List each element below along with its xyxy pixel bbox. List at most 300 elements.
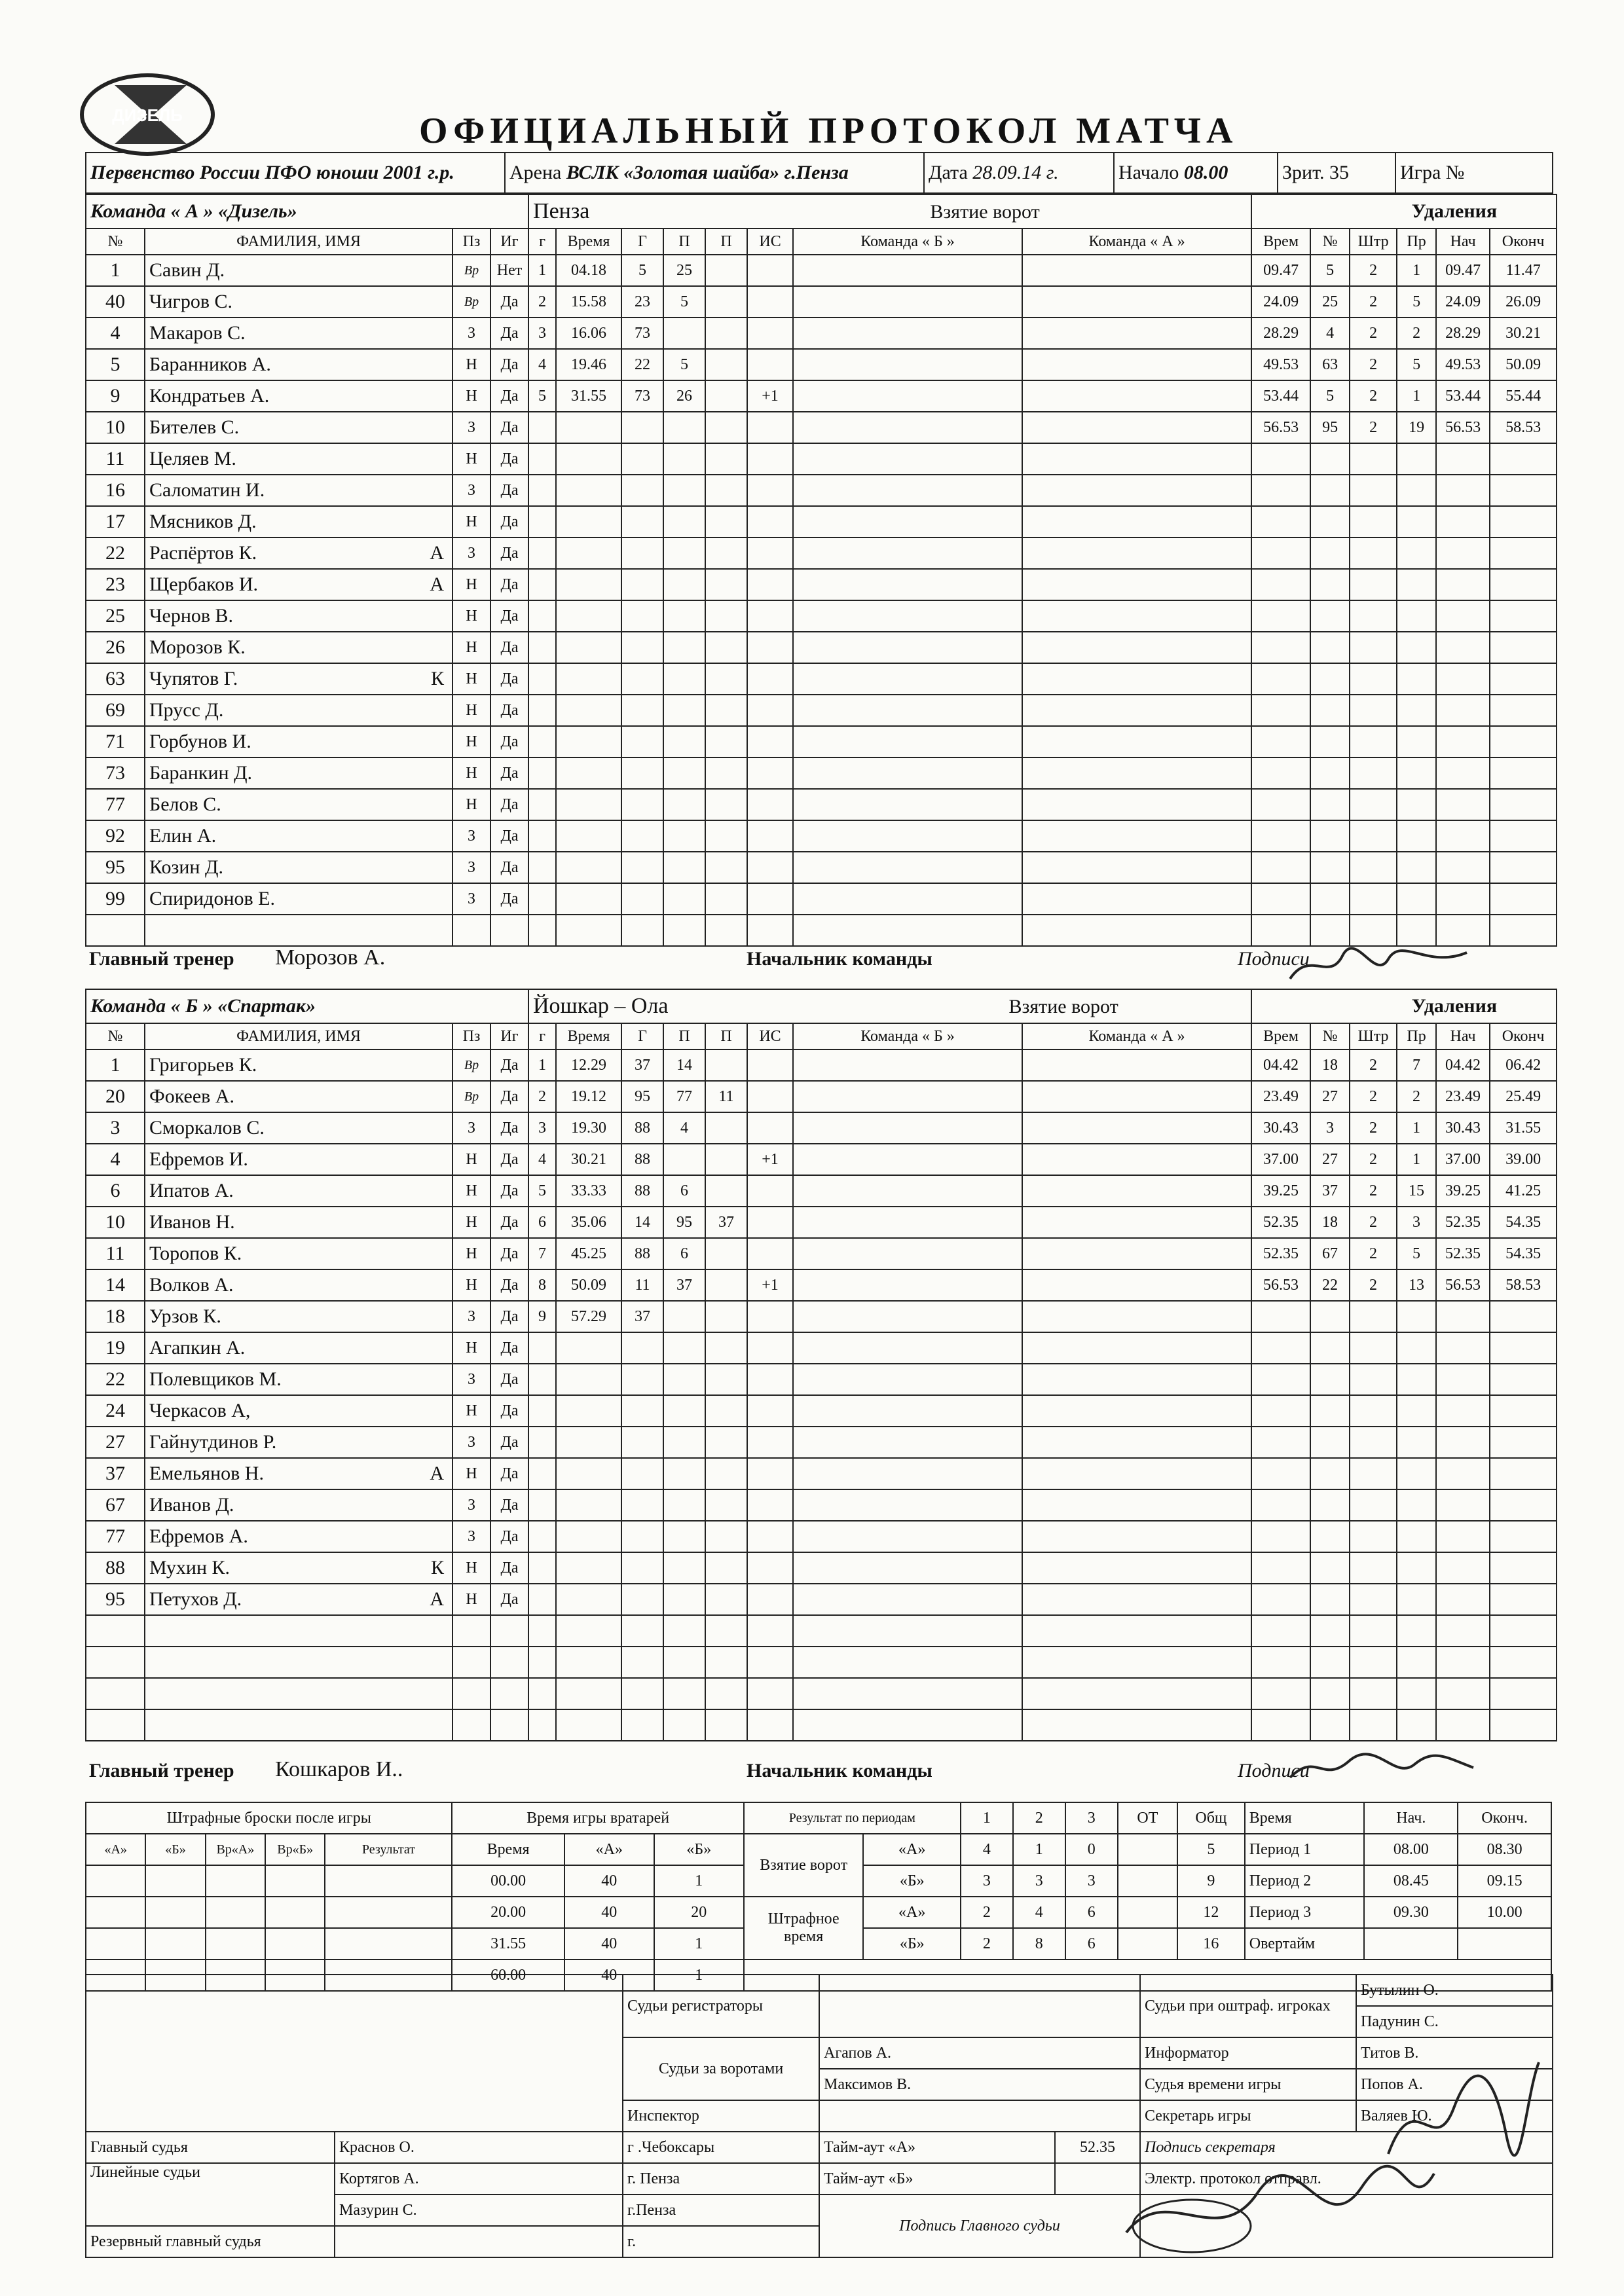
- team-a-player-name: [145, 255, 452, 286]
- team-a-goal-num: [528, 538, 556, 569]
- periods-title: Результат по периодам: [744, 1802, 961, 1834]
- team-b-pen-start: [1436, 1584, 1490, 1615]
- team-a-goal-situation: [747, 475, 793, 506]
- team-a-goal-time: [556, 600, 621, 632]
- team-a-goal-assist2: [705, 883, 747, 915]
- team-b-pen-number: [1310, 1521, 1350, 1552]
- team-b-goal-team-a: [1022, 1709, 1251, 1741]
- head-coach-label-b: Главный тренер: [89, 1760, 234, 1781]
- team-a-player-position: Н: [452, 380, 490, 412]
- team-b-goal-assist2: [705, 1395, 747, 1427]
- team-a-player-position: Н: [452, 757, 490, 789]
- team-a-pen-minutes: 2: [1350, 349, 1397, 380]
- timeout-a-value: 52.35: [1055, 2132, 1140, 2163]
- team-b-player-row: [86, 1458, 1557, 1489]
- team-b-goal-team-a: [1022, 1678, 1251, 1709]
- period-name: Овертайм: [1245, 1928, 1365, 1959]
- goalie-time-cell: 40: [564, 1865, 654, 1897]
- team-a-pen-time: [1251, 726, 1310, 757]
- team-a-pen-start: 24.09: [1436, 286, 1490, 318]
- team-a-goal-time: [556, 475, 621, 506]
- timeout-a-label: Тайм-аут «А»: [819, 2132, 1055, 2163]
- team-a-goal-scorer: [621, 757, 663, 789]
- team-b-pen-number: [1310, 1678, 1350, 1709]
- team-b-pen-start: [1436, 1332, 1490, 1364]
- team-b-goal-situation: [747, 1112, 793, 1144]
- team-b-player-position: [452, 1678, 490, 1709]
- team-b-player-row: [86, 1207, 1557, 1238]
- team-a-player-number: 25: [86, 600, 145, 632]
- team-a-goal-assist2: [705, 318, 747, 349]
- team-b-goal-team-b: [793, 1332, 1022, 1364]
- spectators: Зрит. 35: [1278, 153, 1395, 193]
- team-a-pen-time: [1251, 538, 1310, 569]
- team-a-col-header: Оконч: [1490, 228, 1557, 255]
- team-b-player-played: Да: [490, 1458, 528, 1489]
- head-coach-label: Главный тренер: [89, 948, 234, 970]
- team-a-goal-assist1: 5: [663, 286, 705, 318]
- team-b-col-header: г: [528, 1023, 556, 1049]
- team-b-goal-scorer: 88: [621, 1175, 663, 1207]
- team-b-player-position: [452, 1615, 490, 1647]
- team-a-goal-scorer: [621, 506, 663, 538]
- team-b-player-name: [145, 1144, 452, 1175]
- team-a-player-number: 99: [86, 883, 145, 915]
- team-a-player-name: [145, 915, 452, 946]
- team-a-player-number: [86, 915, 145, 946]
- shootout-cell: [145, 1865, 205, 1897]
- team-a-pen-start: [1436, 506, 1490, 538]
- team-b-goal-scorer: [621, 1584, 663, 1615]
- team-b-goal-assist1: [663, 1395, 705, 1427]
- team-b-player-row: [86, 1144, 1557, 1175]
- team-a-pen-number: [1310, 726, 1350, 757]
- team-a-goal-situation: [747, 538, 793, 569]
- team-b-player-position: Н: [452, 1207, 490, 1238]
- team-a-pen-start: [1436, 663, 1490, 695]
- team-a-player-name: [145, 506, 452, 538]
- team-a-goal-assist2: [705, 349, 747, 380]
- team-b-pen-number: [1310, 1584, 1350, 1615]
- team-b-goal-situation: [747, 1678, 793, 1709]
- team-a-goal-assist2: [705, 475, 747, 506]
- period-time: 08.00: [1364, 1834, 1458, 1865]
- blank: [86, 1975, 623, 2132]
- player-name-text: Белов С.: [149, 793, 221, 815]
- team-a-pen-time: [1251, 883, 1310, 915]
- team-a-goal-num: [528, 915, 556, 946]
- goalie-time-cell: 20.00: [452, 1897, 564, 1928]
- team-a-pen-number: [1310, 820, 1350, 852]
- team-a-player-position: Н: [452, 349, 490, 380]
- team-a-player-name: [145, 820, 452, 852]
- team-a-goal-team-b: [793, 820, 1022, 852]
- team-a-goal-situation: [747, 883, 793, 915]
- team-b-goal-team-b: [793, 1301, 1022, 1332]
- player-role: К: [430, 1557, 444, 1578]
- secretary-sign-label: Подпись секретаря: [1140, 2132, 1553, 2163]
- team-a-goal-scorer: [621, 820, 663, 852]
- team-a-pen-reason: [1397, 726, 1436, 757]
- player-name-text: Иванов Н.: [149, 1211, 235, 1233]
- team-a-pen-reason: [1397, 695, 1436, 726]
- team-a-player-name: [145, 789, 452, 820]
- team-a-goal-scorer: [621, 695, 663, 726]
- team-a-goal-time: [556, 883, 621, 915]
- team-a-goal-time: [556, 663, 621, 695]
- team-a-pen-end: [1490, 726, 1557, 757]
- team-b-player-played: Да: [490, 1081, 528, 1112]
- team-a-player-played: Да: [490, 600, 528, 632]
- team-a-goal-num: [528, 789, 556, 820]
- team-a-goal-num: [528, 820, 556, 852]
- team-a-pen-time: [1251, 663, 1310, 695]
- player-name-text: Козин Д.: [149, 856, 223, 878]
- team-b-col-header: ФАМИЛИЯ, ИМЯ: [145, 1023, 452, 1049]
- team-b-player-number: 67: [86, 1489, 145, 1521]
- team-a-player-row: [86, 789, 1557, 820]
- team-a-goal-team-a: [1022, 820, 1251, 852]
- team-a-col-header: ИС: [747, 228, 793, 255]
- player-role: А: [430, 1463, 444, 1484]
- team-a-goal-team-a: [1022, 286, 1251, 318]
- team-b-goal-scorer: 37: [621, 1049, 663, 1081]
- head-ref-name: Краснов О.: [335, 2132, 623, 2163]
- team-a-pen-minutes: [1350, 726, 1397, 757]
- team-a-pen-end: 30.21: [1490, 318, 1557, 349]
- team-b-player-name: [145, 1458, 452, 1489]
- team-a-player-row: [86, 443, 1557, 475]
- team-a-pen-number: [1310, 757, 1350, 789]
- team-b-goal-team-a: [1022, 1552, 1251, 1584]
- team-b-pen-number: 22: [1310, 1269, 1350, 1301]
- team-a-pen-end: [1490, 663, 1557, 695]
- goalie-time-cell: 20: [654, 1897, 744, 1928]
- team-b-goal-assist1: [663, 1144, 705, 1175]
- shootout-col-header: Результат: [325, 1834, 452, 1865]
- team-a-goal-team-b: [793, 380, 1022, 412]
- team-b-goal-team-b: [793, 1364, 1022, 1395]
- team-b-goal-situation: [747, 1332, 793, 1364]
- team-b-goal-scorer: [621, 1332, 663, 1364]
- team-b-pen-end: 39.00: [1490, 1144, 1557, 1175]
- team-b-penalties-title: Удаления: [1251, 989, 1557, 1023]
- e-protocol-label: Электр. протокол отправл.: [1140, 2163, 1553, 2195]
- team-a-player-row: [86, 569, 1557, 600]
- team-a-goal-assist2: [705, 538, 747, 569]
- team-b-pen-end: 54.35: [1490, 1207, 1557, 1238]
- secretary-value: Валяев Ю.: [1356, 2100, 1553, 2132]
- team-a-goal-assist2: [705, 915, 747, 946]
- team-a-goal-team-a: [1022, 318, 1251, 349]
- team-a-player-row: [86, 538, 1557, 569]
- team-b-goal-team-b: [793, 1395, 1022, 1427]
- team-b-goal-scorer: 88: [621, 1238, 663, 1269]
- player-name-text: Фокеев А.: [149, 1085, 234, 1107]
- team-a-player-row: [86, 349, 1557, 380]
- team-b-pen-start: 39.25: [1436, 1175, 1490, 1207]
- team-a-goal-team-a: [1022, 757, 1251, 789]
- team-a-player-played: Да: [490, 820, 528, 852]
- team-b-pen-end: 41.25: [1490, 1175, 1557, 1207]
- team-b-player-played: [490, 1647, 528, 1678]
- team-a-goal-assist2: [705, 695, 747, 726]
- team-b-goal-assist1: [663, 1615, 705, 1647]
- team-b-pen-time: [1251, 1301, 1310, 1332]
- penalty-box-1: Бутылин О.: [1356, 1975, 1553, 2006]
- team-b-player-position: Н: [452, 1458, 490, 1489]
- team-b-goal-assist2: [705, 1521, 747, 1552]
- team-b-pen-reason: [1397, 1364, 1436, 1395]
- team-b-player-number: 3: [86, 1112, 145, 1144]
- period-value: [1118, 1834, 1177, 1865]
- team-a-pen-number: 63: [1310, 349, 1350, 380]
- team-a-goal-num: 5: [528, 380, 556, 412]
- team-b-goal-num: 4: [528, 1144, 556, 1175]
- team-a-player-row: [86, 506, 1557, 538]
- team-a-player-name: [145, 852, 452, 883]
- team-b-goal-num: [528, 1364, 556, 1395]
- team-a-player-position: Н: [452, 443, 490, 475]
- team-b-player-played: Да: [490, 1584, 528, 1615]
- team-a-goal-num: [528, 443, 556, 475]
- team-b-player-position: Н: [452, 1332, 490, 1364]
- team-b-col-header: П: [705, 1023, 747, 1049]
- team-b-pen-number: 18: [1310, 1207, 1350, 1238]
- period-col-header: 3: [1065, 1802, 1118, 1834]
- team-b-goal-team-b: [793, 1615, 1022, 1647]
- player-name-text: Иванов Д.: [149, 1494, 234, 1516]
- timeout-b-label: Тайм-аут «Б»: [819, 2163, 1055, 2195]
- team-b-pen-time: [1251, 1427, 1310, 1458]
- team-b-player-position: З: [452, 1364, 490, 1395]
- date: Дата 28.09.14 г.: [924, 153, 1114, 193]
- team-a-pen-time: [1251, 915, 1310, 946]
- period-value: 0: [1065, 1834, 1118, 1865]
- team-b-goal-assist1: [663, 1521, 705, 1552]
- team-a-goal-assist1: [663, 600, 705, 632]
- team-a-title: Команда « А » «Дизель»: [86, 194, 528, 228]
- period-value: [1118, 1865, 1177, 1897]
- team-a-col-header: Врем: [1251, 228, 1310, 255]
- team-a-pen-number: 95: [1310, 412, 1350, 443]
- team-a-player-number: 26: [86, 632, 145, 663]
- team-b-pen-start: [1436, 1364, 1490, 1395]
- team-b-col-header: Штр: [1350, 1023, 1397, 1049]
- team-b-goal-situation: [747, 1584, 793, 1615]
- team-a-goal-time: [556, 569, 621, 600]
- team-a-pen-start: 56.53: [1436, 412, 1490, 443]
- team-a-goal-assist1: [663, 915, 705, 946]
- team-b-pen-end: [1490, 1395, 1557, 1427]
- team-b-player-number: 4: [86, 1144, 145, 1175]
- team-a-col-header: Иг: [490, 228, 528, 255]
- player-name-text: Емельянов Н.: [149, 1463, 264, 1484]
- team-a-player-position: Н: [452, 695, 490, 726]
- team-b-goal-assist1: [663, 1584, 705, 1615]
- team-b-player-number: 10: [86, 1207, 145, 1238]
- team-b-goal-time: [556, 1332, 621, 1364]
- team-a-player-position: З: [452, 318, 490, 349]
- team-a-col-header: Штр: [1350, 228, 1397, 255]
- team-b-player-played: Да: [490, 1112, 528, 1144]
- team-a-player-number: 5: [86, 349, 145, 380]
- team-a-goal-team-a: [1022, 443, 1251, 475]
- team-b-pen-time: [1251, 1615, 1310, 1647]
- team-a-player-position: Н: [452, 506, 490, 538]
- team-a-player-name: [145, 695, 452, 726]
- team-b-goal-assist1: [663, 1709, 705, 1741]
- team-b-player-row: [86, 1049, 1557, 1081]
- team-a-pen-start: [1436, 475, 1490, 506]
- player-name-text: Прусс Д.: [149, 699, 224, 721]
- team-a-pen-number: 4: [1310, 318, 1350, 349]
- team-b-goal-situation: [747, 1238, 793, 1269]
- team-a-goal-assist2: [705, 663, 747, 695]
- team-b-goal-team-b: [793, 1207, 1022, 1238]
- team-b-goal-num: [528, 1615, 556, 1647]
- player-name-text: Щербаков И.: [149, 574, 259, 595]
- signatures-label: Подписи: [1238, 948, 1310, 970]
- team-b-goal-team-b: [793, 1427, 1022, 1458]
- team-a-pen-end: [1490, 883, 1557, 915]
- team-a-pen-time: [1251, 600, 1310, 632]
- team-a-goal-time: [556, 726, 621, 757]
- team-b-pen-number: 18: [1310, 1049, 1350, 1081]
- team-a-goal-scorer: 73: [621, 380, 663, 412]
- team-a-pen-number: [1310, 475, 1350, 506]
- team-b-pen-time: 23.49: [1251, 1081, 1310, 1112]
- team-a-player-position: Н: [452, 789, 490, 820]
- period-time: [1458, 1928, 1551, 1959]
- team-a-goal-time: 16.06: [556, 318, 621, 349]
- team-b-goal-time: [556, 1552, 621, 1584]
- player-name-text: Бителев С.: [149, 416, 240, 438]
- period-value: 16: [1177, 1928, 1245, 1959]
- team-b-col-header: Команда « Б »: [793, 1023, 1022, 1049]
- team-a-goal-assist1: [663, 789, 705, 820]
- team-a-player-row: [86, 475, 1557, 506]
- team-b-pen-reason: [1397, 1427, 1436, 1458]
- team-a-player-number: 10: [86, 412, 145, 443]
- team-a-player-position: З: [452, 820, 490, 852]
- team-b-goal-team-b: [793, 1049, 1022, 1081]
- team-a-goal-scorer: [621, 883, 663, 915]
- team-b-pen-start: 52.35: [1436, 1207, 1490, 1238]
- team-b-player-name: [145, 1427, 452, 1458]
- team-a-goal-assist1: [663, 318, 705, 349]
- team-b-pen-time: 52.35: [1251, 1238, 1310, 1269]
- period-value: [1118, 1897, 1177, 1928]
- shootout-col-header: Вр«Б»: [265, 1834, 325, 1865]
- team-b-goal-team-a: [1022, 1301, 1251, 1332]
- team-b-goal-assist1: [663, 1364, 705, 1395]
- team-b-player-row: [86, 1081, 1557, 1112]
- team-a-pen-start: [1436, 443, 1490, 475]
- team-b-pen-reason: [1397, 1332, 1436, 1364]
- team-a-pen-start: 28.29: [1436, 318, 1490, 349]
- player-name-text: Спиридонов Е.: [149, 888, 275, 909]
- player-name-text: Волков А.: [149, 1274, 234, 1296]
- team-b-pen-time: [1251, 1552, 1310, 1584]
- team-b-pen-reason: [1397, 1584, 1436, 1615]
- team-a-goal-scorer: [621, 663, 663, 695]
- team-b-pen-reason: 13: [1397, 1269, 1436, 1301]
- team-a-col-header: Команда « А »: [1022, 228, 1251, 255]
- team-b-player-position: [452, 1709, 490, 1741]
- team-b-player-row: [86, 1395, 1557, 1427]
- team-b-coach: Кошкаров И..: [275, 1757, 403, 1781]
- team-b-player-name: [145, 1584, 452, 1615]
- penalty-box-2: Падунин С.: [1356, 2006, 1553, 2037]
- player-name-text: Целяев М.: [149, 448, 236, 469]
- team-b-pen-end: [1490, 1709, 1557, 1741]
- team-a-player-name: [145, 632, 452, 663]
- team-a-pen-number: [1310, 789, 1350, 820]
- team-b-pen-number: [1310, 1709, 1350, 1741]
- team-a-goal-assist1: 25: [663, 255, 705, 286]
- linesman-1-city: г. Пенза: [623, 2163, 819, 2195]
- shootout-title: Штрафные броски после игры: [86, 1802, 452, 1834]
- team-b-goals-title: Взятие ворот: [1008, 996, 1118, 1017]
- team-b-goal-assist1: [663, 1458, 705, 1489]
- team-a-player-row: [86, 757, 1557, 789]
- team-a-goal-num: 4: [528, 349, 556, 380]
- team-a-player-name: [145, 757, 452, 789]
- team-b-goal-num: [528, 1332, 556, 1364]
- team-a-pen-reason: [1397, 632, 1436, 663]
- team-b-player-number: 22: [86, 1364, 145, 1395]
- team-a-goal-situation: [747, 726, 793, 757]
- team-a-player-played: Да: [490, 506, 528, 538]
- team-a-goal-scorer: [621, 789, 663, 820]
- team-a-pen-time: 09.47: [1251, 255, 1310, 286]
- reserve-ref-name: [335, 2226, 623, 2257]
- team-a-pen-end: [1490, 852, 1557, 883]
- team-a-player-played: Да: [490, 883, 528, 915]
- team-a-pen-number: [1310, 600, 1350, 632]
- team-a-goal-situation: [747, 757, 793, 789]
- team-a-goal-team-a: [1022, 569, 1251, 600]
- team-a-player-played: Нет: [490, 255, 528, 286]
- team-b-player-row: [86, 1364, 1557, 1395]
- team-b-pen-time: [1251, 1332, 1310, 1364]
- team-a-goal-time: [556, 506, 621, 538]
- goal-judge-2: Максимов В.: [819, 2069, 1140, 2100]
- team-b-col-header: Нач: [1436, 1023, 1490, 1049]
- team-b-pen-reason: [1397, 1647, 1436, 1678]
- period-value: 5: [1177, 1834, 1245, 1865]
- team-a-pen-minutes: [1350, 443, 1397, 475]
- team-a-player-played: Да: [490, 663, 528, 695]
- team-a-pen-minutes: [1350, 569, 1397, 600]
- goalie-time-cell: 00.00: [452, 1865, 564, 1897]
- team-a-pen-reason: [1397, 663, 1436, 695]
- team-a-goal-team-a: [1022, 789, 1251, 820]
- team-a-goal-situation: [747, 789, 793, 820]
- team-a-player-number: 1: [86, 255, 145, 286]
- team-a-goal-num: [528, 663, 556, 695]
- team-b-player-row: [86, 1489, 1557, 1521]
- team-a-goal-time: [556, 632, 621, 663]
- team-b-pen-minutes: 2: [1350, 1238, 1397, 1269]
- team-a-pen-start: [1436, 695, 1490, 726]
- team-a-goal-num: [528, 569, 556, 600]
- signature-head-ref: [1113, 2154, 1441, 2265]
- team-b-goal-scorer: [621, 1364, 663, 1395]
- team-a-pen-end: [1490, 569, 1557, 600]
- team-a-pen-minutes: 2: [1350, 380, 1397, 412]
